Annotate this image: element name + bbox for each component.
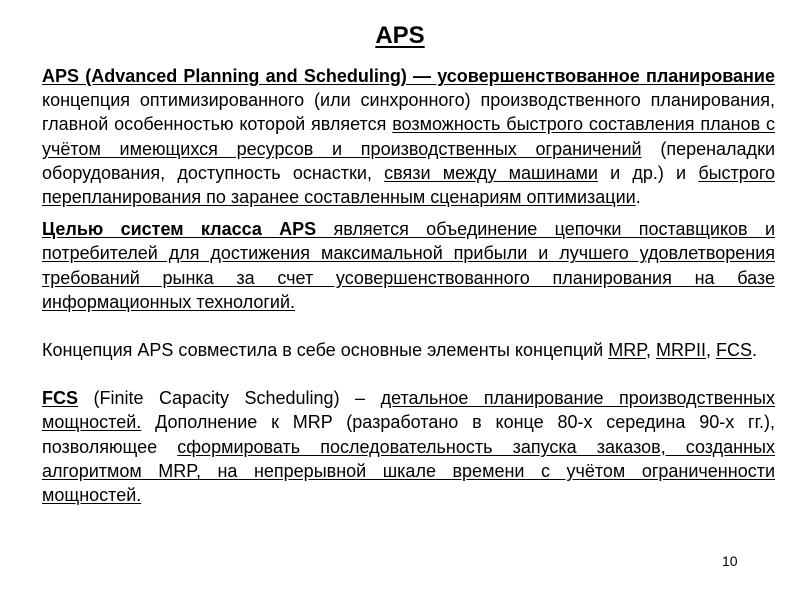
fcs-def-text-2: Дополнение к MRP (разработано в конце 80-х середина 90-х гг.), позволяющее	[42, 412, 775, 457]
aps-def-underline-2: связи между машинами	[384, 162, 598, 183]
aps-concept-sep-1: ,	[645, 340, 656, 361]
fcs-term: FCS	[42, 388, 78, 409]
fcs-def-text-1: (Finite Capacity Scheduling) –	[78, 388, 381, 409]
aps-concept-paragraph	[42, 338, 775, 362]
aps-concept-end: .	[751, 340, 757, 361]
aps-def-text-4: .	[635, 187, 641, 208]
aps-term: APS (Advanced Planning and Scheduling) — усовершенствованное планирование	[42, 66, 775, 86]
aps-def-text-2: (переналадки оборудования, доступность оснастки,	[42, 138, 775, 183]
page-number: 10	[722, 553, 738, 569]
aps-goal-paragraph	[42, 217, 775, 314]
paragraph-spacer	[42, 314, 775, 338]
slide-title: APS	[375, 22, 425, 49]
aps-def-text-1: концепция оптимизированного (или синхронного) производственного планирования, главной особенностью которой является	[42, 90, 775, 135]
fcs-definition-paragraph	[42, 386, 775, 507]
aps-goal-lead: Целью систем класса APS	[42, 219, 317, 240]
fcs-def-underline-1: детальное планирование производственных мощностей.	[42, 388, 775, 433]
aps-goal-text: является объединение цепочки поставщиков и потребителей для достижения максимальной прибыли и лучшего удовлетворения требований рынка за счет усовершенствованного планирования на базе информационных технологий.	[42, 219, 775, 312]
aps-def-text-3: и др.) и	[597, 162, 699, 183]
mrpii-link[interactable]: MRPII	[655, 340, 706, 361]
paragraph-spacer	[42, 362, 775, 386]
fcs-def-underline-2: сформировать последовательность запуска заказов, созданных алгоритмом MRP, на непрерывной шкале времени с учётом ограниченности мощностей.	[42, 436, 775, 506]
aps-concept-sep-2: ,	[705, 340, 716, 361]
paragraph-spacer	[42, 209, 775, 217]
aps-def-underline-1: возможность быстрого составления планов с учётом имеющихся ресурсов и производственных ограничений	[42, 114, 775, 159]
aps-definition-paragraph	[42, 64, 775, 209]
mrp-link[interactable]: MRP	[608, 340, 646, 361]
aps-def-underline-3: быстрого перепланирования по заранее составленным сценариям оптимизации	[42, 162, 776, 208]
aps-concept-text-1: Концепция APS совместила в себе основные элементы концепций	[42, 340, 609, 361]
fcs-link[interactable]: FCS	[715, 340, 752, 361]
slide-body	[42, 64, 775, 507]
